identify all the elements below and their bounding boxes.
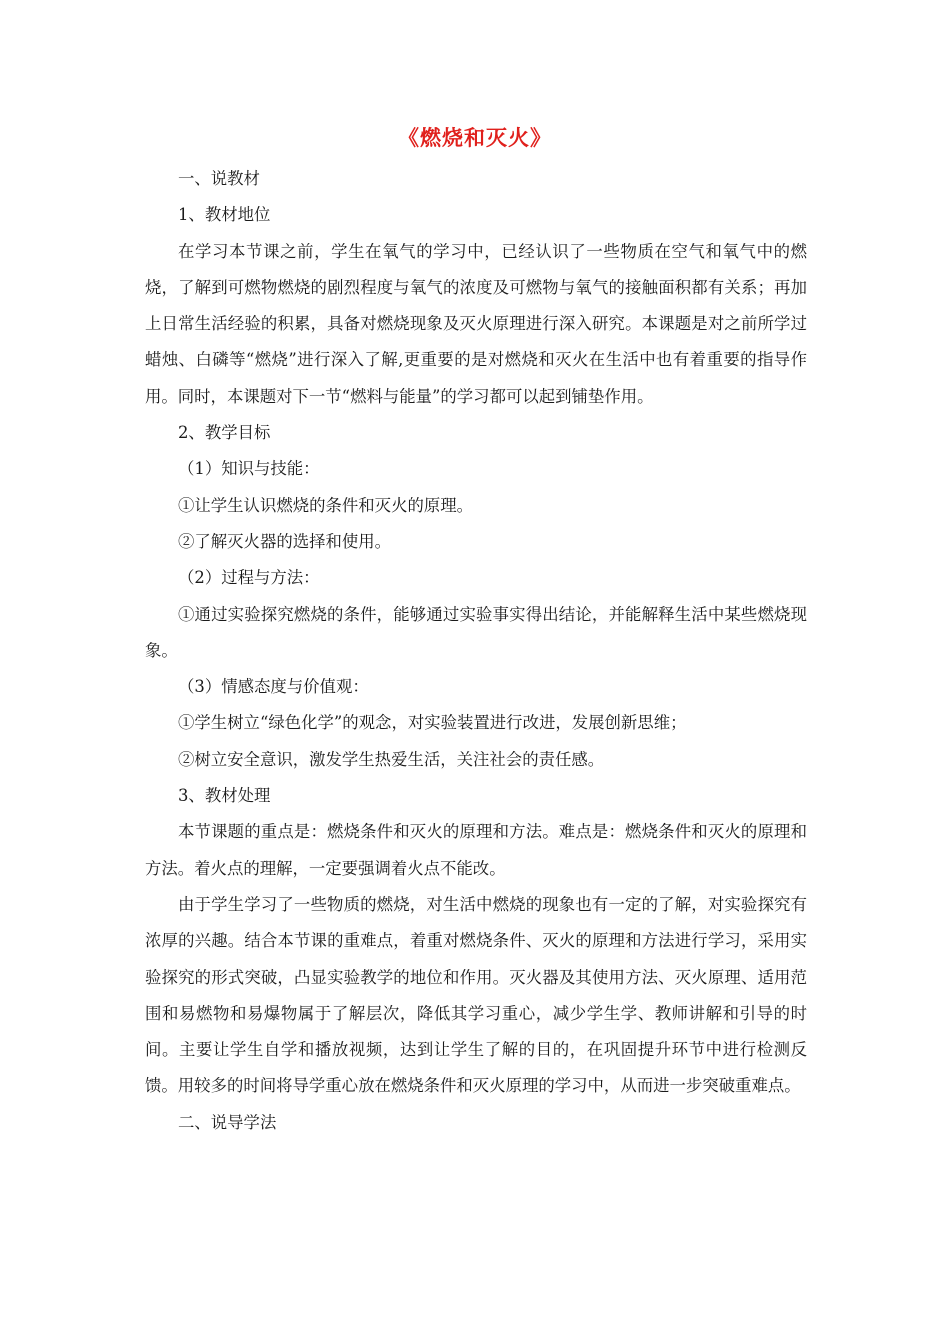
goal-heading: （1）知识与技能： <box>178 459 320 479</box>
goal-item: ①通过实验探究燃烧的条件，能够通过实验事实得出结论，并能解释生活中某些燃烧现象。 <box>145 604 807 660</box>
goal-item: ②了解灭火器的选择和使用。 <box>178 531 392 551</box>
goal-heading: （2）过程与方法： <box>178 568 320 588</box>
section-heading: 一、说教材 <box>178 169 260 188</box>
subsection-heading: 3、教材处理 <box>178 786 271 806</box>
subsection-heading: 2、教学目标 <box>178 423 271 443</box>
body-paragraph: 由于学生学习了一些物质的燃烧，对生活中燃烧的现象也有一定的了解，对实验探究有浓厚的兴趣。结合本节课的重难点，着重对燃烧条件、灭火的原理和方法进行学习，采用实验探究的形式突破，凸显实验教学的地位和作用。灭火器及其使用方法、灭火原理、适用范围和易燃物和易爆物属于了解层次，降低其学习重心，减少学生学、教师讲解和引导的时间。主要让学生自学和播放视频，达到让学生了解的目的，在巩固提升环节中进行检测反馈。用较多的时间将导学重心放在燃烧条件和灭火原理的学习中，从而进一步突破重难点。 <box>145 894 807 1096</box>
goal-item: ②树立安全意识，激发学生热爱生活，关注社会的责任感。 <box>178 749 605 769</box>
section-heading: 二、说导学法 <box>178 1112 277 1132</box>
document-body <box>145 161 807 1141</box>
goal-item: ①让学生认识燃烧的条件和灭火的原理。 <box>178 495 474 515</box>
body-paragraph: 本节课题的重点是：燃烧条件和灭火的原理和方法。难点是：燃烧条件和灭火的原理和方法。着火点的理解，一定要强调着火点不能改。 <box>145 822 807 878</box>
subsection-heading: 1、教材地位 <box>178 205 271 225</box>
body-paragraph: 在学习本节课之前，学生在氧气的学习中，已经认识了一些物质在空气和氧气中的燃烧，了解到可燃物燃烧的剧烈程度与氧气的浓度及可燃物与氧气的接触面积都有关系；再加上日常生活经验的积累，具备对燃烧现象及灭火原理进行深入研究。本课题是对之前所学过蜡烛、白磷等“燃烧”进行深入了解,更重要的是对燃烧和灭火在生活中也有着重要的指导作用。同时，本课题对下一节“燃料与能量”的学习都可以起到铺垫作用。 <box>145 241 807 406</box>
document-title: 《燃烧和灭火》 <box>398 125 552 150</box>
goal-heading: （3）情感态度与价值观： <box>178 677 369 697</box>
goal-item: ①学生树立“绿色化学”的观念，对实验装置进行改进，发展创新思维； <box>178 713 687 733</box>
